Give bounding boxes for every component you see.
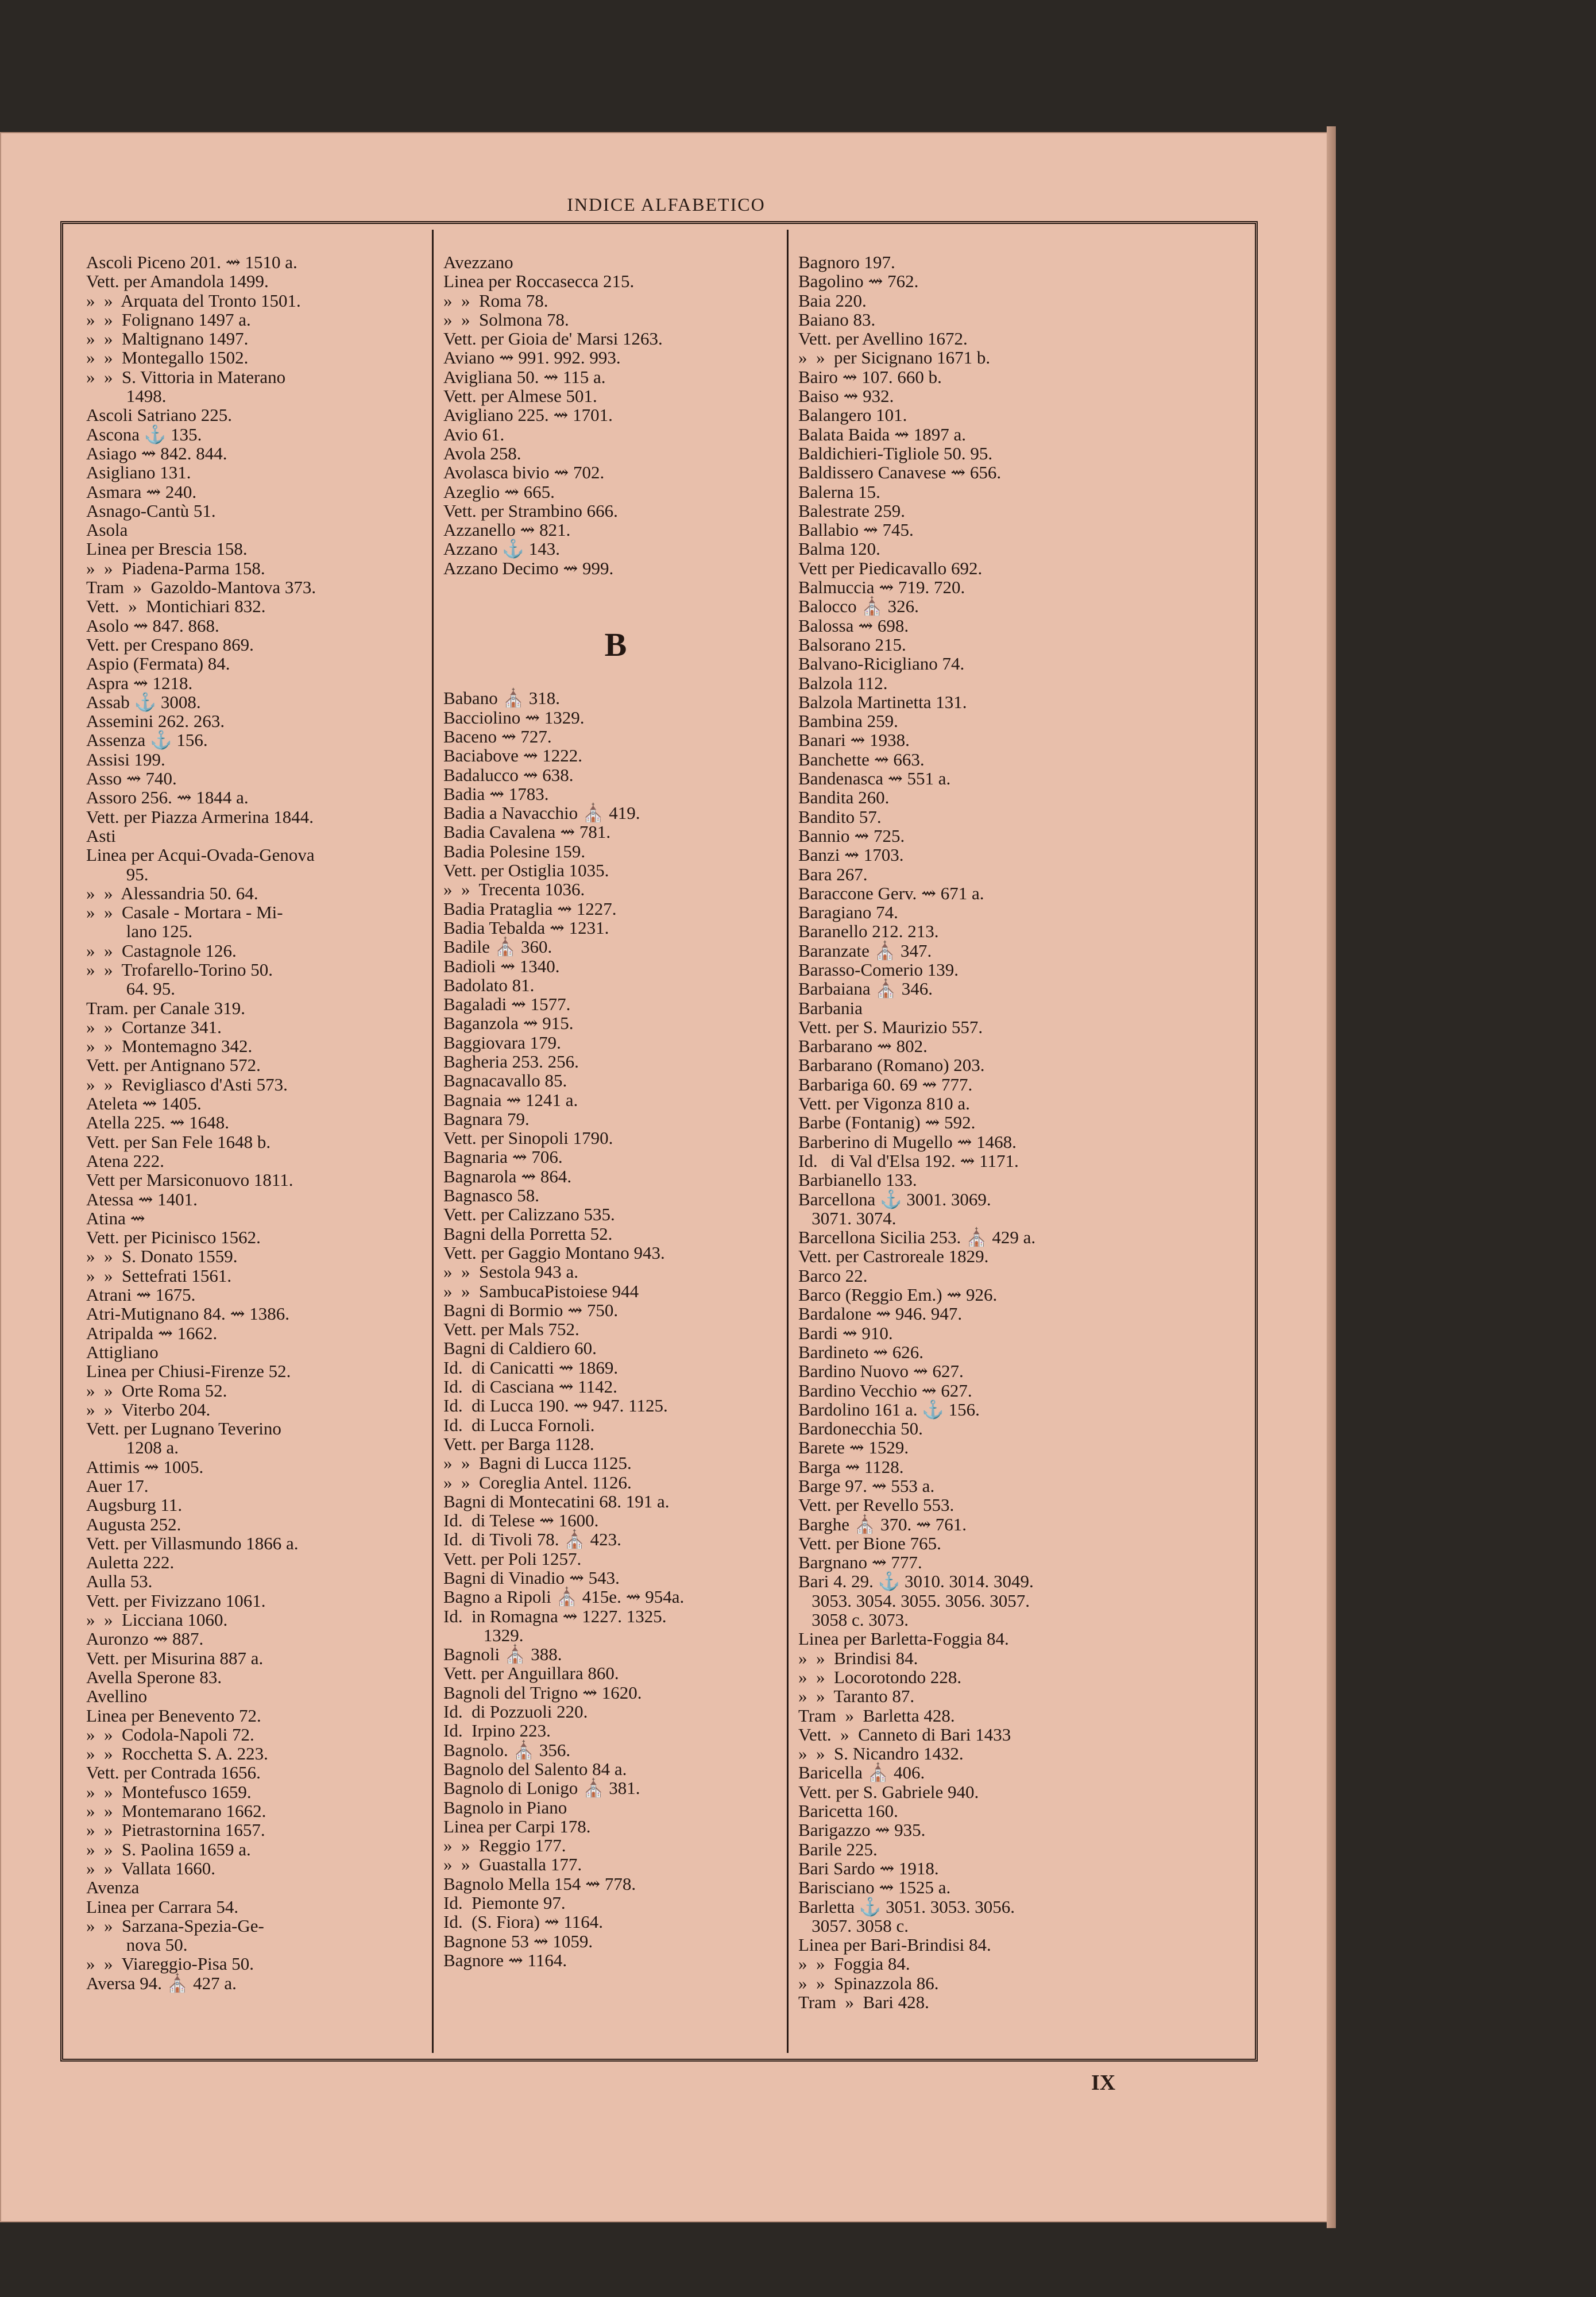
- index-entry: Balestrate 259.: [798, 500, 905, 521]
- index-entry: Avenza: [86, 1877, 140, 1898]
- index-entry: Attimis ⇝ 1005.: [86, 1456, 204, 1477]
- index-entry: » » Settefrati 1561.: [86, 1265, 232, 1286]
- index-entry: Bagolino ⇝ 762.: [798, 271, 919, 292]
- index-entry: 3058 c. 3073.: [798, 1610, 909, 1630]
- index-entry: Asnago-Cantù 51.: [86, 500, 216, 521]
- index-entry: Id. di Telese ⇝ 1600.: [443, 1510, 599, 1531]
- index-entry: Aviano ⇝ 991. 992. 993.: [443, 347, 621, 368]
- index-entry: 3057. 3058 c.: [798, 1915, 909, 1936]
- index-entry: 1498.: [86, 386, 167, 407]
- index-entry: » » Codola-Napoli 72.: [86, 1724, 254, 1745]
- index-entry: Id. Irpino 223.: [443, 1720, 551, 1741]
- index-entry: Aspio (Fermata) 84.: [86, 653, 230, 674]
- index-entry: » » Taranto 87.: [798, 1686, 915, 1707]
- index-entry: Linea per Barletta-Foggia 84.: [798, 1629, 1009, 1649]
- index-entry: » » S. Donato 1559.: [86, 1246, 238, 1267]
- index-entry: 64. 95.: [86, 979, 175, 999]
- index-entry: Bagnoro 197.: [798, 252, 895, 272]
- index-entry: Azzano Decimo ⇝ 999.: [443, 558, 614, 578]
- index-entry: Auer 17.: [86, 1476, 149, 1496]
- index-entry: Asmara ⇝ 240.: [86, 481, 197, 502]
- index-entry: » » per Sicignano 1671 b.: [798, 347, 991, 368]
- index-entry: Bara 267.: [798, 864, 868, 884]
- index-entry: Barga ⇝ 1128.: [798, 1456, 904, 1477]
- index-entry: Atina ⇝: [86, 1208, 145, 1228]
- index-entry: » » Revigliasco d'Asti 573.: [86, 1074, 288, 1095]
- index-entry: Barberino di Mugello ⇝ 1468.: [798, 1131, 1017, 1152]
- index-entry: Barbarano ⇝ 802.: [798, 1036, 928, 1057]
- index-entry: Id. in Romagna ⇝ 1227. 1325.: [443, 1606, 667, 1626]
- index-entry: Ascoli Satriano 225.: [86, 405, 232, 426]
- index-entry: Avellino: [86, 1686, 148, 1707]
- index-entry: Vett per Marsiconuovo 1811.: [86, 1170, 293, 1190]
- index-entry: Avola 258.: [443, 443, 521, 463]
- index-entry: Balma 120.: [798, 539, 880, 559]
- index-entry: Attigliano: [86, 1341, 159, 1362]
- index-entry: Barasso-Comerio 139.: [798, 959, 959, 980]
- index-entry: Barile 225.: [798, 1839, 878, 1859]
- index-entry: Aulla 53.: [86, 1571, 153, 1592]
- index-entry: Bardalone ⇝ 946. 947.: [798, 1304, 963, 1324]
- index-entry: Vett. per S. Gabriele 940.: [798, 1781, 979, 1802]
- index-entry: Atessa ⇝ 1401.: [86, 1189, 198, 1209]
- index-entry: Barisciano ⇝ 1525 a.: [798, 1877, 951, 1898]
- index-entry: Linea per Brescia 158.: [86, 539, 248, 559]
- index-entry: Asolo ⇝ 847. 868.: [86, 615, 219, 636]
- index-entry: Bagni di Bormio ⇝ 750.: [443, 1300, 619, 1320]
- index-entry: Bagheria 253. 256.: [443, 1051, 579, 1072]
- index-entry: Bagno a Ripoli ⛪ 415e. ⇝ 954a.: [443, 1587, 685, 1607]
- index-entry: Balangero 101.: [798, 405, 907, 426]
- index-entry: Avolasca bivio ⇝ 702.: [443, 462, 605, 483]
- index-entry: Bardineto ⇝ 626.: [798, 1341, 923, 1362]
- index-entry: Bagnara 79.: [443, 1108, 530, 1129]
- index-entry: Vett. per Mals 752.: [443, 1319, 579, 1340]
- index-entry: Badia ⇝ 1783.: [443, 783, 549, 804]
- index-entry: Id. di Val d'Elsa 192. ⇝ 1171.: [798, 1150, 1019, 1171]
- index-entry: Bandita 260.: [798, 787, 890, 808]
- index-entry: Augusta 252.: [86, 1514, 181, 1534]
- index-entry: Vett. per Crespano 869.: [86, 634, 254, 655]
- index-entry: Asso ⇝ 740.: [86, 768, 177, 789]
- index-entry: Bari Sardo ⇝ 1918.: [798, 1858, 939, 1878]
- index-entry: » » Piadena-Parma 158.: [86, 558, 265, 578]
- index-entry: Barete ⇝ 1529.: [798, 1437, 909, 1458]
- index-entry: Vett. per Gioia de' Marsi 1263.: [443, 328, 663, 349]
- index-entry: » » S. Paolina 1659 a.: [86, 1839, 251, 1859]
- index-entry: Ateleta ⇝ 1405.: [86, 1093, 202, 1114]
- index-entry: Badioli ⇝ 1340.: [443, 956, 560, 976]
- index-entry: » » Trecenta 1036.: [443, 879, 585, 900]
- index-entry: Vett. per Piazza Armerina 1844.: [86, 806, 314, 827]
- index-entry: Linea per Carpi 178.: [443, 1816, 591, 1836]
- index-entry: Id. Piemonte 97.: [443, 1893, 566, 1913]
- index-entry: Baricetta 160.: [798, 1801, 898, 1822]
- index-entry: Baranello 212. 213.: [798, 921, 939, 942]
- index-entry: Linea per Roccasecca 215.: [443, 271, 635, 292]
- index-entry: Bagnoli ⛪ 388.: [443, 1644, 562, 1665]
- index-entry: Atella 225. ⇝ 1648.: [86, 1112, 229, 1133]
- index-entry: Barbariga 60. 69 ⇝ 777.: [798, 1074, 973, 1095]
- index-entry: Bagnolo del Salento 84 a.: [443, 1758, 627, 1779]
- index-entry: Auronzo ⇝ 887.: [86, 1629, 204, 1649]
- index-entry: Baggiovara 179.: [443, 1032, 561, 1053]
- page-header: INDICE ALFABETICO: [567, 194, 766, 215]
- index-entry: Asigliano 131.: [86, 462, 191, 483]
- index-entry: » » S. Vittoria in Materano: [86, 366, 286, 387]
- index-entry: » » Guastalla 177.: [443, 1854, 582, 1875]
- index-entry: Vett. per Misurina 887 a.: [86, 1648, 264, 1668]
- index-entry: Bardino Nuovo ⇝ 627.: [798, 1361, 964, 1382]
- index-entry: Vett. per Anguillara 860.: [443, 1663, 619, 1684]
- index-entry: nova 50.: [86, 1935, 188, 1955]
- index-entry: Vett. per Picinisco 1562.: [86, 1227, 261, 1248]
- index-entry: Barco (Reggio Em.) ⇝ 926.: [798, 1285, 998, 1305]
- index-entry: Badia Cavalena ⇝ 781.: [443, 822, 611, 842]
- index-entry: Bardolino 161 a. ⚓ 156.: [798, 1399, 980, 1420]
- index-entry: » » Cortanze 341.: [86, 1016, 222, 1037]
- index-entry: Baceno ⇝ 727.: [443, 726, 552, 747]
- index-entry: Bagnone 53 ⇝ 1059.: [443, 1931, 593, 1951]
- index-entry: Vett. per Avellino 1672.: [798, 328, 968, 349]
- index-entry: Vett. » Montichiari 832.: [86, 596, 266, 617]
- index-entry: Avio 61.: [443, 424, 505, 444]
- index-entry: » » Montemagno 342.: [86, 1036, 253, 1057]
- index-entry: Vett. per Amandola 1499.: [86, 271, 269, 292]
- index-entry: Vett. per Contrada 1656.: [86, 1762, 261, 1783]
- index-entry: Id. di Canicatti ⇝ 1869.: [443, 1357, 619, 1378]
- index-entry: Azzano ⚓ 143.: [443, 539, 561, 559]
- index-entry: Vett. per Castroreale 1829.: [798, 1246, 989, 1267]
- index-entry: Vett. per Almese 501.: [443, 386, 597, 407]
- index-entry: Tram » Bari 428.: [798, 1992, 929, 2013]
- index-entry: » » Alessandria 50. 64.: [86, 883, 258, 903]
- column-rule-1: [432, 230, 434, 2053]
- index-entry: Baldichieri-Tigliole 50. 95.: [798, 443, 993, 463]
- index-entry: Bardi ⇝ 910.: [798, 1322, 893, 1343]
- index-entry: 1329.: [443, 1625, 524, 1645]
- index-entry: Balzola Martinetta 131.: [798, 691, 967, 712]
- section-letter: B: [604, 626, 627, 664]
- index-entry: Barbe (Fontanig) ⇝ 592.: [798, 1112, 976, 1133]
- index-entry: Atena 222.: [86, 1150, 165, 1171]
- index-entry: Vett. per San Fele 1648 b.: [86, 1131, 271, 1152]
- index-entry: Vett. per Barga 1128.: [443, 1433, 594, 1454]
- index-entry: 95.: [86, 864, 149, 884]
- index-entry: » » Sestola 943 a.: [443, 1262, 579, 1282]
- index-entry: Balsorano 215.: [798, 634, 906, 655]
- index-entry: Vett. per Gaggio Montano 943.: [443, 1242, 665, 1263]
- index-entry: Vett. per Poli 1257.: [443, 1548, 582, 1569]
- index-entry: » » Bagni di Lucca 1125.: [443, 1453, 632, 1474]
- index-entry: » » Locorotondo 228.: [798, 1666, 962, 1687]
- index-entry: » » Orte Roma 52.: [86, 1380, 227, 1401]
- index-entry: Bagni di Montecatini 68. 191 a.: [443, 1491, 670, 1511]
- index-entry: Balmuccia ⇝ 719. 720.: [798, 577, 965, 598]
- index-entry: Vett. per Lugnano Teverino: [86, 1418, 281, 1439]
- index-entry: Tram » Barletta 428.: [798, 1705, 955, 1726]
- index-entry: » » Viareggio-Pisa 50.: [86, 1954, 254, 1974]
- index-entry: Balvano-Ricigliano 74.: [798, 653, 965, 674]
- index-entry: Vett. per Ostiglia 1035.: [443, 860, 609, 881]
- index-entry: Bandenasca ⇝ 551 a.: [798, 768, 951, 789]
- index-entry: Linea per Benevento 72.: [86, 1705, 261, 1726]
- index-entry: Banzi ⇝ 1703.: [798, 845, 904, 865]
- index-entry: » » Rocchetta S. A. 223.: [86, 1743, 268, 1764]
- index-entry: Bagnolo in Piano: [443, 1797, 567, 1818]
- index-column-1: [86, 253, 431, 1993]
- index-entry: Linea per Acqui-Ovada-Genova: [86, 845, 315, 865]
- index-entry: Badia Prataglia ⇝ 1227.: [443, 898, 617, 919]
- index-entry: Badolato 81.: [443, 975, 535, 995]
- index-entry: Assoro 256. ⇝ 1844 a.: [86, 787, 249, 808]
- index-entry: Azzanello ⇝ 821.: [443, 520, 571, 540]
- index-entry: Id. di Casciana ⇝ 1142.: [443, 1376, 617, 1397]
- index-entry: Auletta 222.: [86, 1552, 175, 1573]
- index-entry: Badia Tebalda ⇝ 1231.: [443, 917, 609, 938]
- index-column-3: [798, 253, 1154, 2012]
- index-entry: Bagnolo. ⛪ 356.: [443, 1739, 571, 1760]
- index-entry: » » Montegallo 1502.: [86, 347, 249, 368]
- index-entry: Baciabove ⇝ 1222.: [443, 745, 583, 766]
- page-edge: [1327, 126, 1336, 2228]
- index-entry: Bagni della Porretta 52.: [443, 1223, 613, 1244]
- index-entry: Baragiano 74.: [798, 902, 898, 923]
- index-entry: Vett. » Canneto di Bari 1433: [798, 1724, 1011, 1745]
- index-entry: Atrani ⇝ 1675.: [86, 1285, 196, 1305]
- index-entry: Barcellona Sicilia 253. ⛪ 429 a.: [798, 1227, 1036, 1248]
- index-entry: Bardonecchia 50.: [798, 1418, 923, 1439]
- index-entry: » » Spinazzola 86.: [798, 1973, 939, 1993]
- index-entry: Aversa 94. ⛪ 427 a.: [86, 1973, 237, 1993]
- index-entry: Baiano 83.: [798, 309, 876, 330]
- index-entry: Vett. per Vigonza 810 a.: [798, 1093, 970, 1114]
- index-entry: Assab ⚓ 3008.: [86, 691, 201, 712]
- index-entry: Vett. per Sinopoli 1790.: [443, 1128, 613, 1148]
- index-entry: Badile ⛪ 360.: [443, 937, 552, 957]
- index-entry: Balossa ⇝ 698.: [798, 615, 909, 636]
- index-entry: » » Licciana 1060.: [86, 1610, 228, 1630]
- index-entry: » » Coreglia Antel. 1126.: [443, 1472, 632, 1492]
- index-entry: Bagnaria ⇝ 706.: [443, 1147, 563, 1167]
- page-number: IX: [1091, 2071, 1116, 2095]
- index-entry: lano 125.: [86, 921, 193, 942]
- index-entry: Banchette ⇝ 663.: [798, 749, 925, 769]
- index-entry: Bagnore ⇝ 1164.: [443, 1950, 567, 1970]
- index-entry: Barge 97. ⇝ 553 a.: [798, 1476, 935, 1496]
- index-entry: Tram. per Canale 319.: [86, 997, 245, 1018]
- index-entry: 3071. 3074.: [798, 1208, 896, 1228]
- index-entry: Avezzano: [443, 252, 513, 272]
- index-entry: Bandito 57.: [798, 806, 882, 827]
- index-entry: » » Vallata 1660.: [86, 1858, 216, 1878]
- index-entry: » » Viterbo 204.: [86, 1399, 211, 1420]
- index-entry: Bannio ⇝ 725.: [798, 825, 905, 846]
- index-entry: » » Solmona 78.: [443, 309, 569, 330]
- index-entry: Bagnacavallo 85.: [443, 1070, 567, 1091]
- index-entry: Id. di Lucca 190. ⇝ 947. 1125.: [443, 1395, 668, 1416]
- index-entry: Bardino Vecchio ⇝ 627.: [798, 1380, 972, 1401]
- index-entry: Bari 4. 29. ⚓ 3010. 3014. 3049.: [798, 1571, 1034, 1592]
- index-entry: Bagni di Vinadio ⇝ 543.: [443, 1568, 620, 1588]
- index-entry: Atri-Mutignano 84. ⇝ 1386.: [86, 1304, 290, 1324]
- index-entry: Barghe ⛪ 370. ⇝ 761.: [798, 1514, 967, 1534]
- index-entry: » » Trofarello-Torino 50.: [86, 959, 273, 980]
- index-entry: 3053. 3054. 3055. 3056. 3057.: [798, 1590, 1030, 1611]
- index-entry: Bargnano ⇝ 777.: [798, 1552, 922, 1573]
- index-entry: Vett. per Revello 553.: [798, 1495, 954, 1515]
- index-entry: Ballabio ⇝ 745.: [798, 520, 914, 540]
- index-entry: Vett. per Bione 765.: [798, 1533, 941, 1553]
- index-entry: Bagnolo di Lonigo ⛪ 381.: [443, 1778, 640, 1799]
- index-entry: Baiso ⇝ 932.: [798, 386, 894, 407]
- index-entry: Ascona ⚓ 135.: [86, 424, 202, 444]
- index-entry: Linea per Carrara 54.: [86, 1896, 239, 1917]
- index-entry: » » Reggio 177.: [443, 1835, 566, 1856]
- index-entry: Tram » Gazoldo-Mantova 373.: [86, 577, 316, 598]
- index-entry: Bambina 259.: [798, 711, 898, 732]
- index-entry: Id. di Lucca Fornoli.: [443, 1414, 595, 1435]
- index-entry: » » Arquata del Tronto 1501.: [86, 290, 301, 311]
- index-entry: Vett. per Calizzano 535.: [443, 1204, 615, 1225]
- index-entry: Baia 220.: [798, 290, 867, 311]
- index-entry: Linea per Bari-Brindisi 84.: [798, 1935, 991, 1955]
- index-entry: Asola: [86, 520, 128, 540]
- index-entry: Vett per Piedicavallo 692.: [798, 558, 983, 578]
- index-entry: Asti: [86, 825, 116, 846]
- index-entry: Balata Baida ⇝ 1897 a.: [798, 424, 966, 444]
- index-entry: Babano ⛪ 318.: [443, 688, 561, 709]
- index-entry: Vett. per Villasmundo 1866 a.: [86, 1533, 299, 1553]
- index-entry: Barigazzo ⇝ 935.: [798, 1820, 926, 1840]
- index-entry: » » S. Nicandro 1432.: [798, 1743, 964, 1764]
- index-entry: Bagnolo Mella 154 ⇝ 778.: [443, 1873, 636, 1894]
- index-entry: Avigliano 225. ⇝ 1701.: [443, 405, 613, 426]
- index-entry: Azeglio ⇝ 665.: [443, 481, 555, 502]
- index-entry: » » Roma 78.: [443, 290, 548, 311]
- index-entry: Badia Polesine 159.: [443, 841, 586, 861]
- index-entry: » » SambucaPistoiese 944: [443, 1281, 639, 1301]
- index-entry: » » Casale - Mortara - Mi-: [86, 902, 283, 923]
- index-entry: Bairo ⇝ 107. 660 b.: [798, 366, 942, 387]
- index-entry: Asiago ⇝ 842. 844.: [86, 443, 227, 463]
- index-entry: Bacciolino ⇝ 1329.: [443, 707, 585, 728]
- index-entry: Vett. per Antignano 572.: [86, 1055, 261, 1076]
- index-entry: Barbaiana ⛪ 346.: [798, 979, 933, 999]
- index-entry: » » Folignano 1497 a.: [86, 309, 251, 330]
- index-column-2-bottom: [443, 689, 788, 1970]
- index-entry: Ascoli Piceno 201. ⇝ 1510 a.: [86, 252, 297, 272]
- index-entry: Aspra ⇝ 1218.: [86, 672, 193, 693]
- index-entry: Banari ⇝ 1938.: [798, 730, 910, 751]
- index-entry: Barcellona ⚓ 3001. 3069.: [798, 1189, 991, 1209]
- index-column-2-top: [443, 253, 788, 578]
- index-entry: Assisi 199.: [86, 749, 165, 769]
- index-entry: Badia a Navacchio ⛪ 419.: [443, 803, 640, 823]
- index-entry: Vett. per Strambino 666.: [443, 500, 618, 521]
- index-entry: » » Castagnole 126.: [86, 940, 237, 961]
- index-entry: Barbania: [798, 997, 863, 1018]
- index-entry: » » Foggia 84.: [798, 1954, 910, 1974]
- index-entry: Balzola 112.: [798, 672, 888, 693]
- index-entry: » » Montefusco 1659.: [86, 1781, 252, 1802]
- index-entry: Id. (S. Fiora) ⇝ 1164.: [443, 1912, 603, 1932]
- index-entry: Barco 22.: [798, 1265, 868, 1286]
- index-entry: » » Brindisi 84.: [798, 1648, 918, 1668]
- index-entry: Baganzola ⇝ 915.: [443, 1013, 574, 1034]
- index-entry: Bagaladi ⇝ 1577.: [443, 994, 571, 1015]
- index-entry: Baricella ⛪ 406.: [798, 1762, 925, 1783]
- index-entry: » » Montemarano 1662.: [86, 1801, 266, 1822]
- index-entry: Vett. per S. Maurizio 557.: [798, 1016, 983, 1037]
- index-entry: Vett. per Fivizzano 1061.: [86, 1590, 266, 1611]
- index-entry: » » Pietrastornina 1657.: [86, 1820, 265, 1840]
- index-entry: Augsburg 11.: [86, 1495, 183, 1515]
- index-entry: Assenza ⚓ 156.: [86, 730, 208, 751]
- index-entry: Barbianello 133.: [798, 1170, 917, 1190]
- index-entry: Id. di Pozzuoli 220.: [443, 1702, 588, 1722]
- index-entry: 1208 a.: [86, 1437, 179, 1458]
- index-entry: Bagnaia ⇝ 1241 a.: [443, 1089, 578, 1110]
- index-entry: Bagnasco 58.: [443, 1185, 540, 1206]
- index-entry: Assemini 262. 263.: [86, 711, 225, 732]
- index-entry: » » Maltignano 1497.: [86, 328, 249, 349]
- index-entry: Atripalda ⇝ 1662.: [86, 1322, 218, 1343]
- index-entry: Baranzate ⛪ 347.: [798, 940, 932, 961]
- index-entry: Baraccone Gerv. ⇝ 671 a.: [798, 883, 984, 903]
- index-entry: Bagnarola ⇝ 864.: [443, 1166, 572, 1186]
- index-entry: Barbarano (Romano) 203.: [798, 1055, 985, 1076]
- index-entry: Balocco ⛪ 326.: [798, 596, 919, 617]
- index-entry: Avigliana 50. ⇝ 115 a.: [443, 366, 606, 387]
- index-entry: Badalucco ⇝ 638.: [443, 764, 574, 785]
- index-entry: Id. di Tivoli 78. ⛪ 423.: [443, 1529, 621, 1550]
- index-entry: Barletta ⚓ 3051. 3053. 3056.: [798, 1896, 1015, 1917]
- index-entry: Bagnoli del Trigno ⇝ 1620.: [443, 1682, 642, 1703]
- index-entry: Baldissero Canavese ⇝ 656.: [798, 462, 1002, 483]
- index-entry: Balerna 15.: [798, 481, 880, 502]
- index-entry: Linea per Chiusi-Firenze 52.: [86, 1361, 291, 1382]
- index-column-2: [443, 253, 788, 1970]
- index-entry: Bagni di Caldiero 60.: [443, 1338, 597, 1359]
- index-entry: Avella Sperone 83.: [86, 1666, 222, 1687]
- index-entry: » » Sarzana-Spezia-Ge-: [86, 1915, 264, 1936]
